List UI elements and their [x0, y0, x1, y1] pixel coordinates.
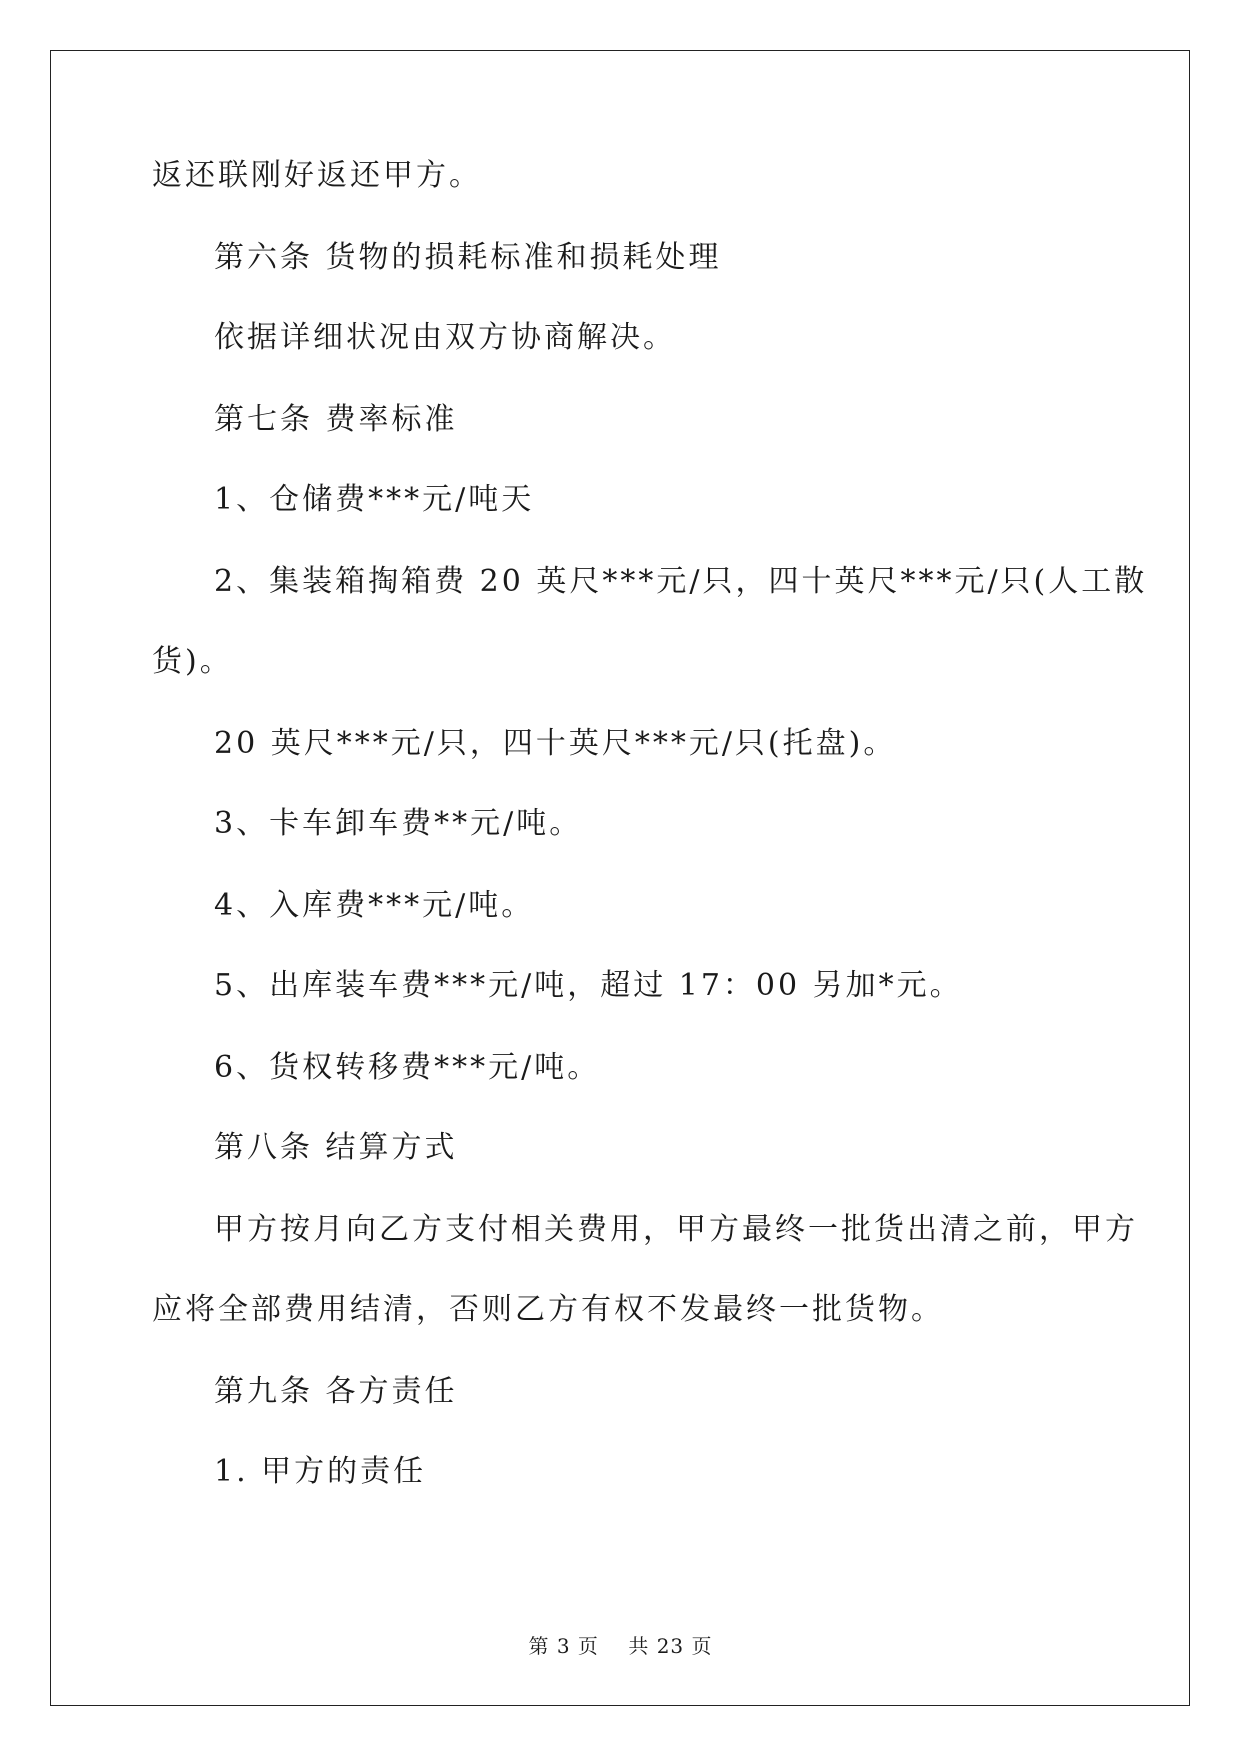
- article-7-heading: 第七条 费率标准: [214, 402, 458, 437]
- article-9-heading: 第九条 各方责任: [214, 1374, 458, 1409]
- fee-item-3: 3、卡车卸车费**元/吨。: [214, 806, 583, 841]
- text-line-1: 返还联刚好返还甲方。: [152, 158, 482, 193]
- article-6-heading: 第六条 货物的损耗标准和损耗处理: [214, 240, 722, 275]
- fee-item-2: 2、集装箱掏箱费 20 英尺***元/只，四十英尺***元/只(人工散: [214, 564, 1148, 599]
- text-line-3: 依据详细状况由双方协商解决。: [214, 320, 676, 355]
- settlement-text-2: 应将全部费用结清，否则乙方有权不发最终一批货物。: [152, 1292, 944, 1327]
- fee-item-2-cont: 货)。: [152, 644, 233, 679]
- fee-item-5: 5、出库装车费***元/吨，超过 17：00 另加*元。: [214, 968, 963, 1003]
- fee-item-2-pallet: 20 英尺***元/只，四十英尺***元/只(托盘)。: [214, 726, 897, 761]
- party-a-responsibility: 1. 甲方的责任: [214, 1454, 427, 1489]
- settlement-text-1: 甲方按月向乙方支付相关费用，甲方最终一批货出清之前，甲方: [214, 1212, 1138, 1247]
- fee-item-6: 6、货权转移费***元/吨。: [214, 1050, 601, 1085]
- article-8-heading: 第八条 结算方式: [214, 1130, 458, 1165]
- fee-item-1: 1、仓储费***元/吨天: [214, 482, 535, 517]
- page-number: 第 3 页 共 23 页: [528, 1634, 713, 1658]
- fee-item-4: 4、入库费***元/吨。: [214, 888, 535, 923]
